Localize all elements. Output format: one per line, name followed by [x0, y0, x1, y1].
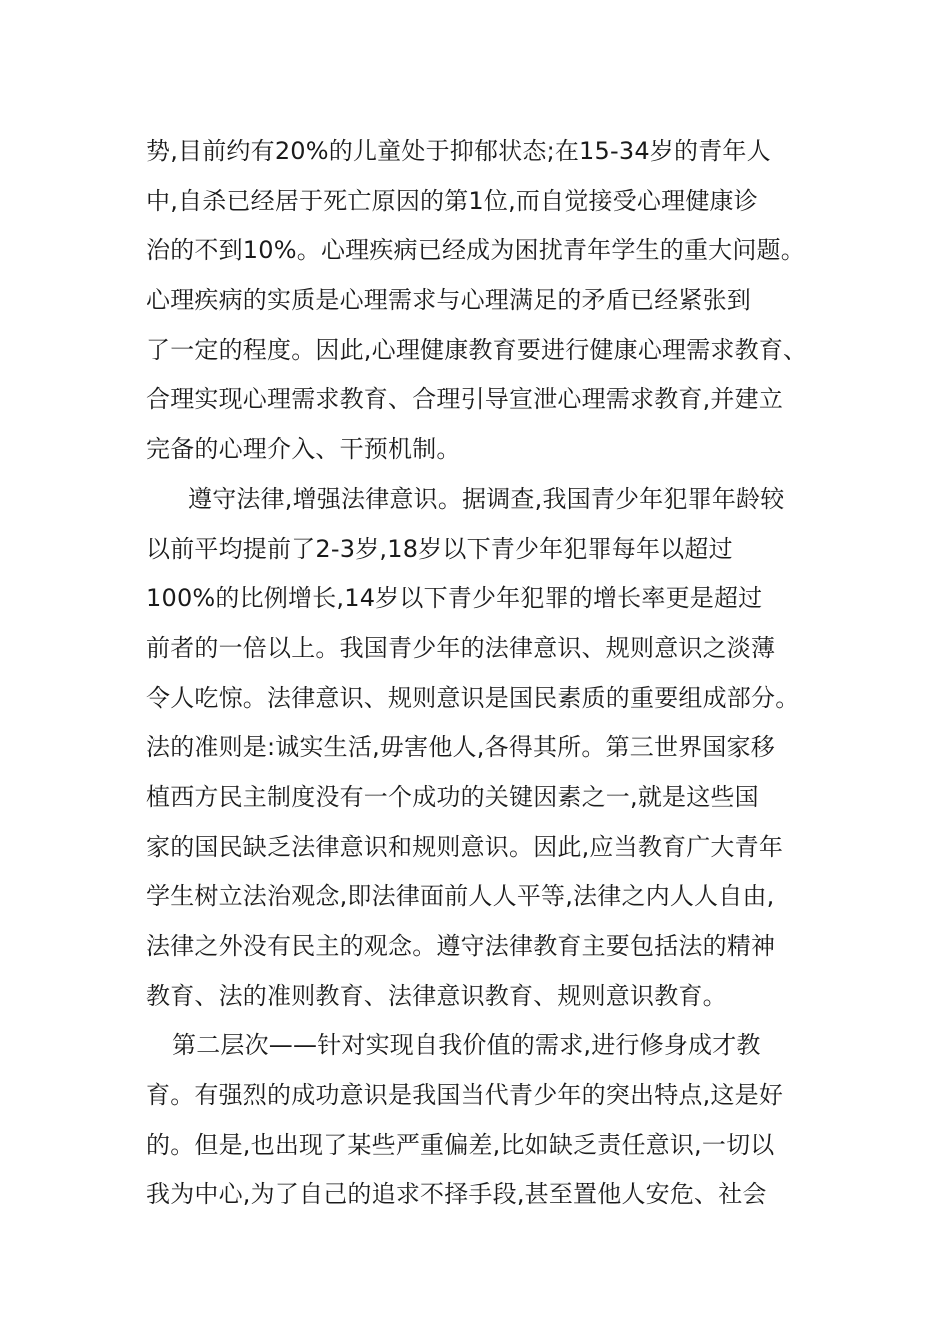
text-line: 100%的比例增长,14岁以下青少年犯罪的增长率更是超过	[146, 584, 763, 613]
text-line: 家的国民缺乏法律意识和规则意识。因此,应当教育广大青年	[146, 832, 784, 861]
text-line: 育。有强烈的成功意识是我国当代青少年的突出特点,这是好	[146, 1081, 784, 1110]
text-line: 前者的一倍以上。我国青少年的法律意识、规则意识之淡薄	[146, 633, 776, 662]
paragraph-start-line: 遵守法律,增强法律意识。据调查,我国青少年犯罪年龄较	[188, 484, 785, 513]
text-line: 合理实现心理需求教育、合理引导宣泄心理需求教育,并建立	[146, 385, 784, 414]
text-line: 法律之外没有民主的观念。遵守法律教育主要包括法的精神	[146, 932, 776, 960]
text-line: 的。但是,也出现了某些严重偏差,比如缺乏责任意识,一切以	[146, 1130, 775, 1159]
text-line: 中,自杀已经居于死亡原因的第1位,而自觉接受心理健康诊	[146, 186, 758, 215]
text-line: 令人吃惊。法律意识、规则意识是国民素质的重要组成部分。	[146, 683, 800, 712]
text-line: 治的不到10%。心理疾病已经成为困扰青年学生的重大问题。	[146, 236, 805, 265]
paragraph-start-line: 第二层次——针对实现自我价值的需求,进行修身成才教	[172, 1031, 761, 1060]
text-line: 法的准则是:诚实生活,毋害他人,各得其所。第三世界国家移	[146, 733, 775, 762]
document-body	[146, 127, 836, 1220]
text-line: 教育、法的准则教育、法律意识教育、规则意识教育。	[146, 981, 727, 1010]
text-line: 心理疾病的实质是心理需求与心理满足的矛盾已经紧张到	[146, 286, 751, 315]
text-line: 以前平均提前了2-3岁,18岁以下青少年犯罪每年以超过	[146, 534, 733, 563]
text-line: 植西方民主制度没有一个成功的关键因素之一,就是这些国	[146, 782, 759, 811]
text-line: 学生树立法治观念,即法律面前人人平等,法律之内人人自由,	[146, 882, 775, 911]
text-line: 了一定的程度。因此,心理健康教育要进行健康心理需求教育、	[146, 335, 808, 364]
text-line: 完备的心理介入、干预机制。	[146, 435, 461, 464]
text-line: 势,目前约有20%的儿童处于抑郁状态;在15-34岁的青年人	[146, 137, 771, 165]
text-line: 我为中心,为了自己的追求不择手段,甚至置他人安危、社会	[146, 1180, 767, 1209]
